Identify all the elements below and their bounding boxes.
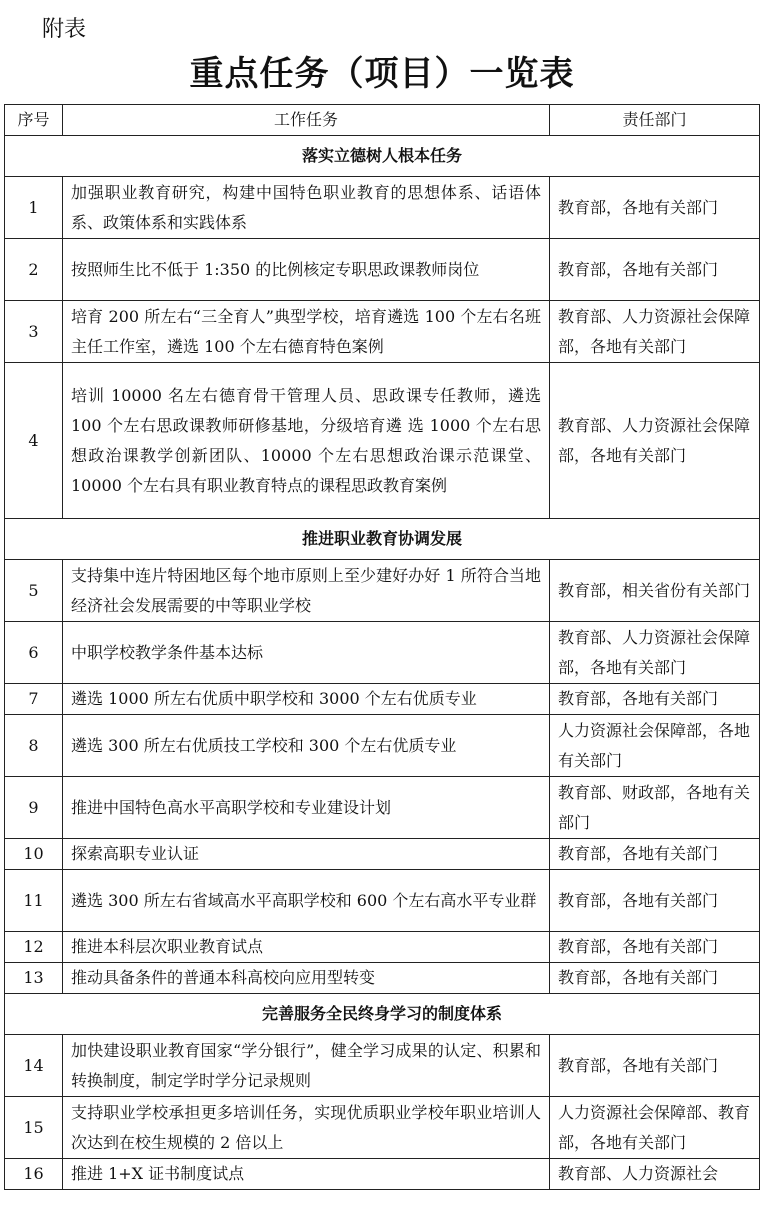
- row-task: 支持职业学校承担更多培训任务，实现优质职业学校年职业培训人次达到在校生规模的 2 倍以上: [63, 1097, 550, 1159]
- task-table: [4, 104, 760, 1190]
- section-title: 落实立德树人根本任务: [5, 136, 760, 177]
- row-department: 教育部，各地有关部门: [550, 839, 760, 870]
- row-department: 教育部、人力资源社会: [550, 1159, 760, 1190]
- table-row: [5, 870, 760, 932]
- row-task: 推进本科层次职业教育试点: [63, 932, 550, 963]
- table-row: [5, 839, 760, 870]
- section-row: [5, 519, 760, 560]
- header-task: 工作任务: [63, 105, 550, 136]
- row-index: 11: [5, 870, 63, 932]
- row-department: 教育部，各地有关部门: [550, 177, 760, 239]
- table-row: [5, 1159, 760, 1190]
- row-task: 推动具备条件的普通本科高校向应用型转变: [63, 963, 550, 994]
- row-task: 遴选 300 所左右优质技工学校和 300 个左右优质专业: [63, 715, 550, 777]
- row-task: 加快建设职业教育国家“学分银行”，健全学习成果的认定、积累和转换制度，制定学时学分记录规则: [63, 1035, 550, 1097]
- header-department: 责任部门: [550, 105, 760, 136]
- row-index: 13: [5, 963, 63, 994]
- row-index: 14: [5, 1035, 63, 1097]
- table-row: [5, 301, 760, 363]
- row-task: 培训 10000 名左右德育骨干管理人员、思政课专任教师，遴选 100 个左右思政课教师研修基地，分级培育遴 选 1000 个左右思想政治课教学创新团队、10000 个左右思想政治课示范课堂、10000 个左右具有职业教育特点的课程思政教育案例: [63, 363, 550, 519]
- table-row: [5, 239, 760, 301]
- row-task: 按照师生比不低于 1:350 的比例核定专职思政课教师岗位: [63, 239, 550, 301]
- row-task: 培育 200 所左右“三全育人”典型学校，培育遴选 100 个左右名班主任工作室，遴选 100 个左右德育特色案例: [63, 301, 550, 363]
- row-index: 7: [5, 684, 63, 715]
- section-title: 推进职业教育协调发展: [5, 519, 760, 560]
- row-index: 5: [5, 560, 63, 622]
- table-row: [5, 777, 760, 839]
- table-header-row: [5, 105, 760, 136]
- row-index: 9: [5, 777, 63, 839]
- row-department: 教育部、人力资源社会保障部，各地有关部门: [550, 301, 760, 363]
- table-row: [5, 1035, 760, 1097]
- row-task: 中职学校教学条件基本达标: [63, 622, 550, 684]
- row-department: 教育部，各地有关部门: [550, 963, 760, 994]
- row-index: 10: [5, 839, 63, 870]
- section-row: [5, 994, 760, 1035]
- row-department: 教育部，各地有关部门: [550, 684, 760, 715]
- row-department: 人力资源社会保障部、教育部，各地有关部门: [550, 1097, 760, 1159]
- table-row: [5, 560, 760, 622]
- row-department: 教育部，相关省份有关部门: [550, 560, 760, 622]
- table-row: [5, 715, 760, 777]
- row-task: 探索高职专业认证: [63, 839, 550, 870]
- row-department: 教育部、财政部，各地有关部门: [550, 777, 760, 839]
- row-task: 遴选 300 所左右省域高水平高职学校和 600 个左右高水平专业群: [63, 870, 550, 932]
- section-row: [5, 136, 760, 177]
- row-task: 推进中国特色高水平高职学校和专业建设计划: [63, 777, 550, 839]
- row-task: 加强职业教育研究，构建中国特色职业教育的思想体系、话语体系、政策体系和实践体系: [63, 177, 550, 239]
- table-row: [5, 963, 760, 994]
- row-index: 6: [5, 622, 63, 684]
- table-row: [5, 363, 760, 519]
- row-index: 4: [5, 363, 63, 519]
- row-department: 教育部，各地有关部门: [550, 1035, 760, 1097]
- row-index: 3: [5, 301, 63, 363]
- row-department: 教育部、人力资源社会保障部，各地有关部门: [550, 363, 760, 519]
- appendix-label: 附表: [42, 17, 87, 42]
- section-title: 完善服务全民终身学习的制度体系: [5, 994, 760, 1035]
- row-task: 推进 1+X 证书制度试点: [63, 1159, 550, 1190]
- page-title: 重点任务（项目）一览表: [189, 54, 575, 94]
- table-row: [5, 177, 760, 239]
- table-row: [5, 622, 760, 684]
- row-index: 12: [5, 932, 63, 963]
- table-row: [5, 932, 760, 963]
- row-index: 2: [5, 239, 63, 301]
- row-department: 教育部，各地有关部门: [550, 239, 760, 301]
- row-index: 16: [5, 1159, 63, 1190]
- row-index: 15: [5, 1097, 63, 1159]
- row-index: 1: [5, 177, 63, 239]
- row-department: 教育部，各地有关部门: [550, 870, 760, 932]
- table-row: [5, 684, 760, 715]
- row-task: 遴选 1000 所左右优质中职学校和 3000 个左右优质专业: [63, 684, 550, 715]
- header-index: 序号: [5, 105, 63, 136]
- row-department: 教育部，各地有关部门: [550, 932, 760, 963]
- row-department: 人力资源社会保障部，各地有关部门: [550, 715, 760, 777]
- row-index: 8: [5, 715, 63, 777]
- table-row: [5, 1097, 760, 1159]
- row-department: 教育部、人力资源社会保障部，各地有关部门: [550, 622, 760, 684]
- row-task: 支持集中连片特困地区每个地市原则上至少建好办好 1 所符合当地经济社会发展需要的中等职业学校: [63, 560, 550, 622]
